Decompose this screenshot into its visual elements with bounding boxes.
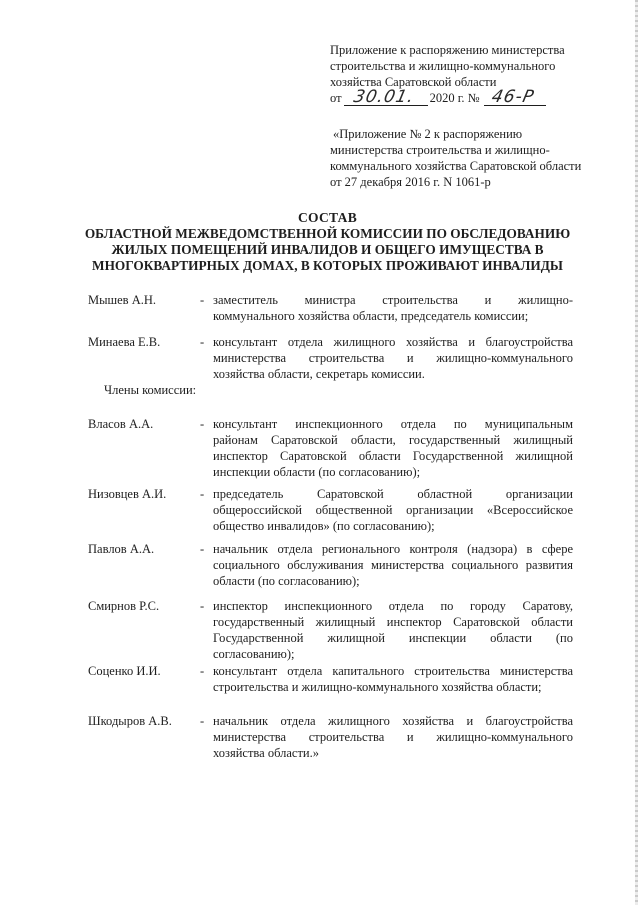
member-name: Павлов А.А. [88,542,155,556]
position-line: начальник отдела регионального контроля (надзора) в сфере [213,542,573,556]
member-position [213,292,573,324]
member-position [213,713,573,761]
member-name: Мышев А.Н. [88,293,157,307]
member-position [213,334,573,382]
position-line: области (по согласованию); [213,574,360,588]
member-position [213,541,573,589]
title-line: МНОГОКВАРТИРНЫХ ДОМАХ, В КОТОРЫХ ПРОЖИВАЮТ ИНВАЛИДЫ [92,258,563,273]
annex-reference [330,126,600,190]
members-label: Члены комиссии: [104,383,197,397]
position-line: хозяйства области, секретарь комиссии. [213,367,425,381]
member-position [213,663,573,695]
order-date-line [330,87,600,107]
position-line: социального обслуживания министерства социального развития [213,558,573,572]
member-position [213,486,573,534]
document-title [70,210,585,274]
position-line: инспектор Саратовской области Государственной жилищной [213,449,573,463]
position-line: инспекции области (по согласованию); [213,465,421,479]
member-name: Власов А.А. [88,417,154,431]
position-line: заместитель министра строительства и жилищно- [213,293,573,307]
handwritten-date: 30.01. [351,87,416,107]
member-name: Низовцев А.И. [88,487,167,501]
position-line: строительства и жилищно-коммунального хозяйства области; [213,680,542,694]
annex-line: министерства строительства и жилищно- [330,143,550,157]
position-line: хозяйства области.» [213,746,319,760]
position-line: министерства строительства и жилищно-коммунального [213,351,573,365]
member-position [213,598,573,662]
annex-line: «Приложение № 2 к распоряжению [333,127,523,141]
title-main: СОСТАВ [297,210,358,225]
member-dash: - [200,417,205,431]
header-line: Приложение к распоряжению министерства [330,43,565,57]
date-prefix: от [330,91,342,105]
position-line: консультант инспекционного отдела по муниципальным [213,417,573,431]
member-dash: - [200,542,205,556]
position-line: инспектор инспекционного отдела по городу Саратову, [213,599,573,613]
number-blank [484,87,546,107]
member-name: Соценко И.И. [88,664,161,678]
position-line: министерства строительства и жилищно-коммунального [213,730,573,744]
member-dash: - [200,599,205,613]
annex-line: коммунального хозяйства Саратовской области [330,159,582,173]
member-name: Шкодыров А.В. [88,714,172,728]
header-line: хозяйства Саратовской области [330,75,497,89]
title-line: ЖИЛЫХ ПОМЕЩЕНИЙ ИНВАЛИДОВ И ОБЩЕГО ИМУЩЕСТВА В [111,242,544,257]
position-line: Государственной жилищной инспекции области (по [213,631,573,645]
scan-edge-artifact [635,0,638,905]
member-name: Смирнов Р.С. [88,599,160,613]
position-line: районам Саратовской области, государственный жилищный [213,433,573,447]
handwritten-number: 46-Р [489,87,536,107]
year-text: 2020 г. № [429,91,480,105]
position-line: согласованию); [213,647,295,661]
position-line: консультант отдела капитального строительства министерства [213,664,573,678]
title-line: ОБЛАСТНОЙ МЕЖВЕДОМСТВЕННОЙ КОМИССИИ ПО ОБСЛЕДОВАНИЮ [84,226,571,241]
position-line: коммунального хозяйства области, председатель комиссии; [213,309,529,323]
position-line: председатель Саратовской областной организации [213,487,573,501]
position-line: начальник отдела жилищного хозяйства и благоустройства [213,714,573,728]
member-dash: - [200,664,205,678]
member-position [213,416,573,480]
position-line: государственный жилищный инспектор Саратовской области [213,615,573,629]
member-dash: - [200,714,205,728]
annex-line: от 27 декабря 2016 г. N 1061-р [330,175,491,189]
date-blank [344,87,428,107]
member-dash: - [200,335,205,349]
member-name: Минаева Е.В. [88,335,161,349]
position-line: общероссийской общественной организации «Всероссийское [213,503,573,517]
order-header [330,42,600,106]
position-line: общество инвалидов» (по согласованию); [213,519,435,533]
position-line: консультант отдела жилищного хозяйства и благоустройства [213,335,573,349]
member-dash: - [200,293,205,307]
member-dash: - [200,487,205,501]
header-line: строительства и жилищно-коммунального [330,59,556,73]
